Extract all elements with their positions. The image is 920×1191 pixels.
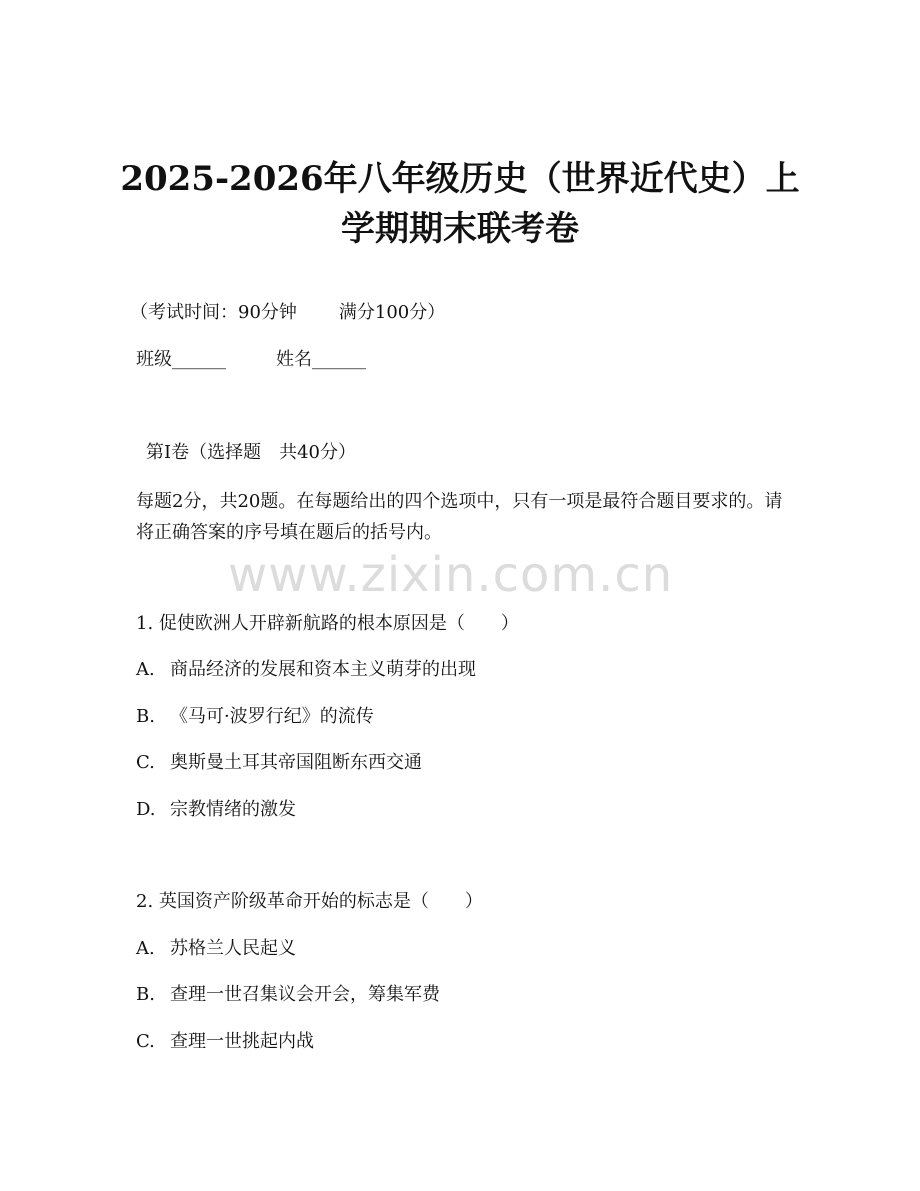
question-1-option-a — [136, 657, 476, 683]
full-score: 满分100分） — [338, 302, 446, 323]
option-label: D. — [136, 799, 156, 820]
question-2-option-a — [136, 936, 296, 962]
option-text: 苏格兰人民起义 — [170, 938, 296, 959]
option-text: 奥斯曼土耳其帝国阻断东西交通 — [170, 752, 422, 773]
exam-time: （考试时间：90分钟 — [130, 302, 297, 323]
question-1-option-d — [136, 797, 296, 823]
option-text: 查理一世召集议会开会，筹集军费 — [170, 984, 440, 1005]
question-1-option-b — [136, 704, 374, 730]
watermark: www.zixin.com.cn — [228, 547, 674, 603]
option-text: 查理一世挑起内战 — [170, 1031, 314, 1052]
option-text: 商品经济的发展和资本主义萌芽的出现 — [170, 659, 476, 680]
option-label: A. — [136, 659, 155, 680]
class-field: 班级______ — [136, 349, 226, 370]
option-text: 《马可·波罗行纪》的流传 — [170, 706, 374, 727]
exam-title-line-1: 2025-2026年八年级历史（世界近代史）上 — [120, 159, 800, 199]
question-2-stem: 2. 英国资产阶级革命开始的标志是（ ） — [136, 891, 483, 912]
exam-info — [130, 300, 445, 326]
option-label: A. — [136, 938, 155, 959]
name-field: 姓名______ — [276, 349, 366, 370]
option-label: B. — [136, 984, 155, 1005]
section-title: 第Ⅰ卷（选择题 共40分） — [146, 442, 357, 463]
student-fields — [136, 347, 366, 373]
exam-title-line-2: 学期期末联考卷 — [341, 209, 579, 249]
question-2-option-c — [136, 1029, 314, 1055]
option-text: 宗教情绪的激发 — [170, 799, 296, 820]
question-1-stem: 1. 促使欧洲人开辟新航路的根本原因是（ ） — [136, 613, 519, 634]
question-1-option-c — [136, 750, 422, 776]
option-label: C. — [136, 1031, 155, 1052]
option-label: B. — [136, 706, 155, 727]
instruction-text: 每题2分，共20题。在每题给出的四个选项中，只有一项是最符合题目要求的。请将正确答案的序号填在题后的括号内。 — [136, 491, 783, 543]
question-2-option-b — [136, 982, 440, 1008]
option-label: C. — [136, 752, 155, 773]
